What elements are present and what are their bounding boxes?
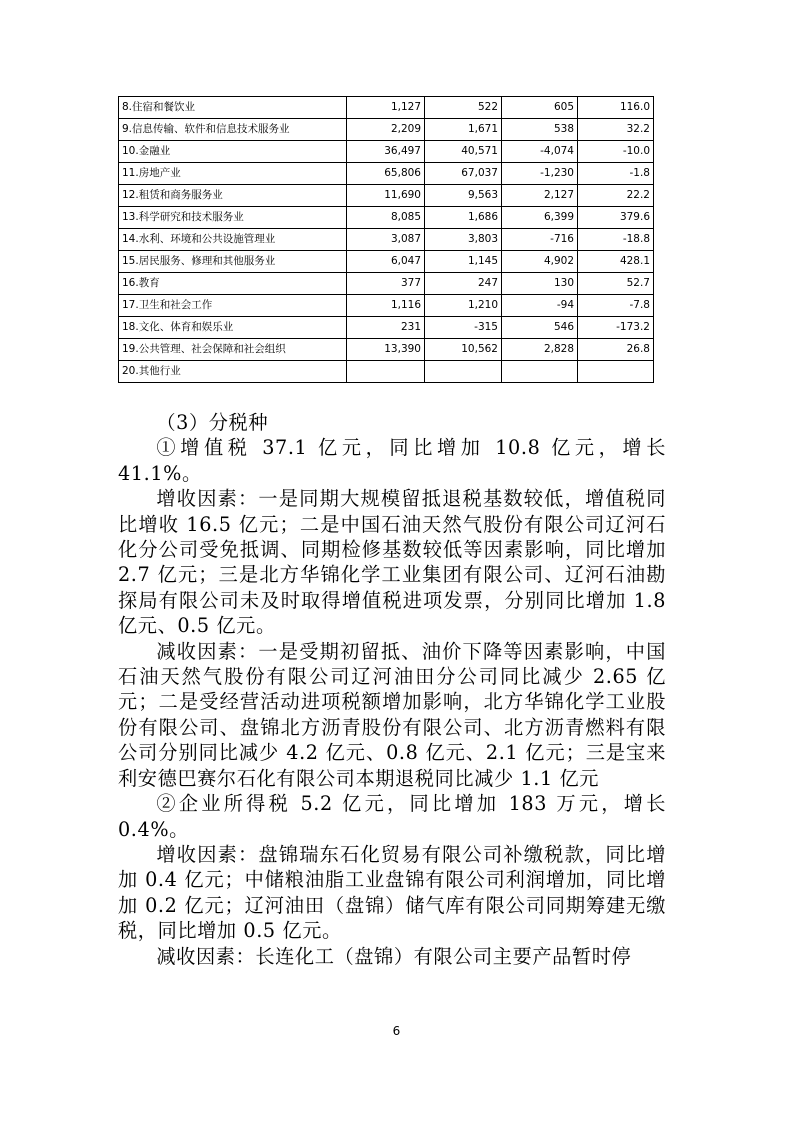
industry-name-cell: 10.金融业 <box>119 141 347 163</box>
section-heading: （3）分税种 <box>156 411 269 434</box>
value-cell-3: 2,127 <box>502 185 578 207</box>
value-cell-4: 26.8 <box>578 339 654 361</box>
value-cell-4: -10.0 <box>578 141 654 163</box>
value-cell-4: -1.8 <box>578 163 654 185</box>
value-cell-4: 428.1 <box>578 251 654 273</box>
value-cell-2: -315 <box>425 317 502 339</box>
value-cell-2: 3,803 <box>425 229 502 251</box>
paragraph-cit-summary: ②企业所得税 5.2 亿元，同比增加 183 万元，增长 0.4%。 <box>118 792 666 841</box>
value-cell-1: 1,116 <box>347 295 425 317</box>
value-cell-4: 52.7 <box>578 273 654 295</box>
industry-name-cell: 16.教育 <box>119 273 347 295</box>
page-number: 6 <box>392 1024 401 1038</box>
table-row <box>119 339 654 361</box>
paragraph-cit-decrease-factors: 减收因素：长连化工（盘锦）有限公司主要产品暂时停 <box>156 944 632 968</box>
value-cell-4: 379.6 <box>578 207 654 229</box>
value-cell-3 <box>502 361 578 383</box>
value-cell-3: 605 <box>502 97 578 119</box>
value-cell-2: 1,686 <box>425 207 502 229</box>
table-row <box>119 97 654 119</box>
value-cell-3: -4,074 <box>502 141 578 163</box>
value-cell-1: 1,127 <box>347 97 425 119</box>
industry-name-cell: 14.水利、环境和公共设施管理业 <box>119 229 347 251</box>
value-cell-2: 67,037 <box>425 163 502 185</box>
value-cell-1: 2,209 <box>347 119 425 141</box>
industry-name-cell: 9.信息传输、软件和信息技术服务业 <box>119 119 347 141</box>
value-cell-1: 8,085 <box>347 207 425 229</box>
value-cell-1: 231 <box>347 317 425 339</box>
table-row <box>119 251 654 273</box>
value-cell-1 <box>347 361 425 383</box>
value-cell-2 <box>425 361 502 383</box>
industry-name-cell: 11.房地产业 <box>119 163 347 185</box>
value-cell-1: 377 <box>347 273 425 295</box>
value-cell-2: 9,563 <box>425 185 502 207</box>
value-cell-4: 22.2 <box>578 185 654 207</box>
value-cell-2: 1,145 <box>425 251 502 273</box>
value-cell-3: -1,230 <box>502 163 578 185</box>
industry-name-cell: 18.文化、体育和娱乐业 <box>119 317 347 339</box>
value-cell-4: 32.2 <box>578 119 654 141</box>
value-cell-3: 538 <box>502 119 578 141</box>
industry-name-cell: 12.租赁和商务服务业 <box>119 185 347 207</box>
value-cell-1: 11,690 <box>347 185 425 207</box>
paragraph-vat-summary: ①增值税 37.1 亿元，同比增加 10.8 亿元，增长 41.1%。 <box>118 436 666 485</box>
value-cell-1: 13,390 <box>347 339 425 361</box>
value-cell-3: 130 <box>502 273 578 295</box>
value-cell-3: 2,828 <box>502 339 578 361</box>
table-row <box>119 119 654 141</box>
value-cell-1: 6,047 <box>347 251 425 273</box>
value-cell-2: 10,562 <box>425 339 502 361</box>
value-cell-2: 1,671 <box>425 119 502 141</box>
table-row <box>119 229 654 251</box>
table-row <box>119 361 654 383</box>
value-cell-1: 36,497 <box>347 141 425 163</box>
industry-name-cell: 20.其他行业 <box>119 361 347 383</box>
body-text <box>118 410 666 969</box>
value-cell-1: 3,087 <box>347 229 425 251</box>
table-row <box>119 185 654 207</box>
industry-name-cell: 19.公共管理、社会保障和社会组织 <box>119 339 347 361</box>
industry-name-cell: 15.居民服务、修理和其他服务业 <box>119 251 347 273</box>
industry-name-cell: 17.卫生和社会工作 <box>119 295 347 317</box>
paragraph-vat-decrease-factors: 减收因素：一是受期初留抵、油价下降等因素影响，中国石油天然气股份有限公司辽河油田分公司同比减少 2.65 亿元；二是受经营活动进项税额增加影响，北方华锦化学工业股份有限公司、盘锦北方沥青股份有限公司、北方沥青燃料有限公司分别同比减少 4.2 亿元、0.8 亿元、2.1 亿元；三是宝来利安德巴赛尔石化有限公司本期退税同比减少 1.1 亿元 <box>118 639 666 790</box>
value-cell-4: -173.2 <box>578 317 654 339</box>
table-row <box>119 295 654 317</box>
industry-name-cell: 8.住宿和餐饮业 <box>119 97 347 119</box>
industry-tax-table <box>118 96 654 383</box>
value-cell-3: -94 <box>502 295 578 317</box>
paragraph-vat-increase-factors: 增收因素：一是同期大规模留抵退税基数较低，增值税同比增收 16.5 亿元；二是中国石油天然气股份有限公司辽河石化分公司受免抵调、同期检修基数较低等因素影响，同比增加 2.7 亿元；三是北方华锦化学工业集团有限公司、辽河石油勘探局有限公司未及时取得增值税进项发票，分别同比增加 1.8 亿元、0.5 亿元。 <box>118 487 666 638</box>
value-cell-3: -716 <box>502 229 578 251</box>
table-body <box>119 97 654 383</box>
value-cell-3: 546 <box>502 317 578 339</box>
value-cell-2: 247 <box>425 273 502 295</box>
value-cell-1: 65,806 <box>347 163 425 185</box>
value-cell-3: 4,902 <box>502 251 578 273</box>
table-row <box>119 317 654 339</box>
value-cell-2: 1,210 <box>425 295 502 317</box>
value-cell-2: 522 <box>425 97 502 119</box>
paragraph-cit-increase-factors: 增收因素：盘锦瑞东石化贸易有限公司补缴税款，同比增加 0.4 亿元；中储粮油脂工业盘锦有限公司利润增加，同比增加 0.2 亿元；辽河油田（盘锦）储气库有限公司同期筹建无缴税，同比增加 0.5 亿元。 <box>118 842 666 943</box>
table-row <box>119 273 654 295</box>
value-cell-4 <box>578 361 654 383</box>
table-row <box>119 163 654 185</box>
value-cell-2: 40,571 <box>425 141 502 163</box>
value-cell-4: -7.8 <box>578 295 654 317</box>
table-row <box>119 141 654 163</box>
value-cell-4: -18.8 <box>578 229 654 251</box>
value-cell-3: 6,399 <box>502 207 578 229</box>
industry-name-cell: 13.科学研究和技术服务业 <box>119 207 347 229</box>
table-row <box>119 207 654 229</box>
value-cell-4: 116.0 <box>578 97 654 119</box>
